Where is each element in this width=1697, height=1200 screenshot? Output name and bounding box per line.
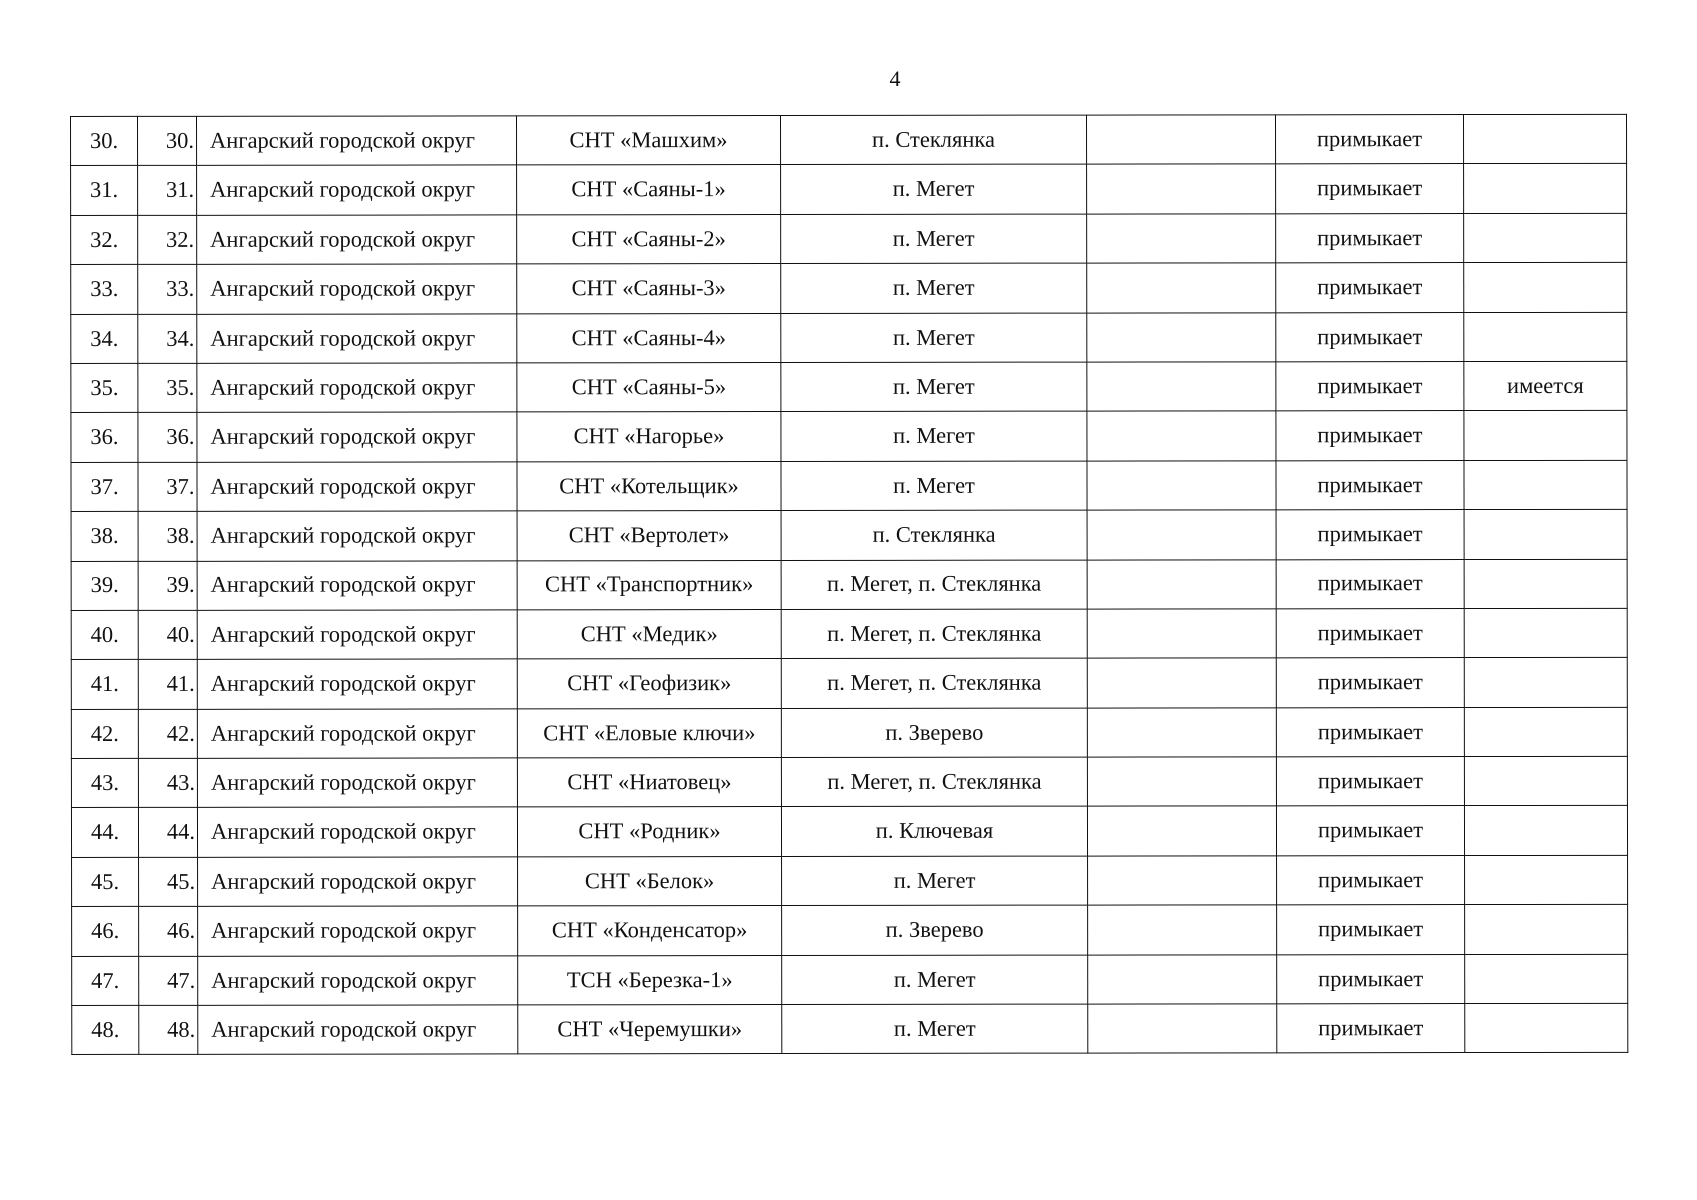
row-number-cell: 31. [71, 166, 138, 215]
item-number-cell: 45. [139, 857, 198, 906]
adjacency-cell: примыкает [1276, 658, 1464, 708]
item-number-cell: 39. [138, 561, 197, 610]
table-row [72, 1003, 1628, 1055]
district-cell: Ангарский городской округ [198, 906, 518, 956]
district-cell: Ангарский городской округ [197, 116, 517, 166]
availability-cell [1464, 213, 1627, 263]
table-row [71, 262, 1627, 314]
adjacency-cell: примыкает [1276, 362, 1464, 412]
row-number-cell: 38. [71, 512, 138, 561]
empty-cell [1087, 312, 1276, 362]
item-number-cell: 30. [138, 116, 197, 165]
row-number-cell: 33. [71, 265, 138, 314]
item-number-cell: 48. [139, 1005, 198, 1054]
empty-cell [1088, 905, 1277, 955]
adjacency-cell: примыкает [1276, 460, 1464, 510]
row-number-cell: 41. [71, 660, 138, 709]
row-number-cell: 44. [71, 808, 138, 857]
settlement-cell: п. Мегет, п. Стеклянка [781, 757, 1087, 807]
item-number-cell: 36. [138, 413, 197, 462]
table-row [71, 213, 1627, 265]
table-row [72, 905, 1628, 957]
adjacency-cell: примыкает [1276, 608, 1464, 658]
table-row [71, 460, 1627, 512]
row-number-cell: 40. [71, 610, 138, 659]
empty-cell [1087, 609, 1276, 659]
association-cell: СНТ «Вертолет» [517, 511, 781, 561]
table-row [71, 411, 1627, 463]
district-cell: Ангарский городской округ [198, 857, 518, 907]
adjacency-cell: примыкает [1276, 806, 1464, 856]
table-row [71, 164, 1627, 216]
association-cell: ТСН «Березка-1» [518, 955, 782, 1005]
adjacency-cell: примыкает [1277, 954, 1465, 1004]
district-cell: Ангарский городской округ [197, 264, 517, 314]
district-cell: Ангарский городской округ [197, 165, 517, 215]
item-number-cell: 44. [138, 808, 197, 857]
district-cell: Ангарский городской округ [197, 709, 517, 759]
association-cell: СНТ «Еловые ключи» [517, 708, 781, 758]
district-cell: Ангарский городской округ [198, 1005, 518, 1055]
row-number-cell: 32. [71, 215, 138, 264]
empty-cell [1087, 806, 1276, 856]
empty-cell [1086, 115, 1275, 165]
availability-cell [1465, 905, 1628, 955]
row-number-cell: 42. [71, 709, 138, 758]
item-number-cell: 42. [138, 709, 197, 758]
adjacency-cell: примыкает [1276, 164, 1464, 214]
row-number-cell: 35. [71, 363, 138, 412]
table-row [71, 707, 1627, 759]
availability-cell [1464, 658, 1627, 708]
empty-cell [1087, 214, 1276, 264]
row-number-cell: 34. [71, 314, 138, 363]
settlement-cell: п. Мегет [782, 1004, 1088, 1054]
row-number-cell: 43. [71, 758, 138, 807]
item-number-cell: 41. [138, 660, 197, 709]
empty-cell [1087, 658, 1276, 708]
adjacency-cell: примыкает [1276, 757, 1464, 807]
availability-cell [1465, 1003, 1628, 1053]
adjacency-cell: примыкает [1277, 1004, 1465, 1054]
association-cell: СНТ «Ниатовец» [517, 758, 781, 808]
district-cell: Ангарский городской округ [197, 659, 517, 709]
association-cell: СНТ «Саяны-3» [517, 264, 781, 314]
empty-cell [1087, 559, 1276, 609]
settlement-cell: п. Мегет [782, 856, 1088, 906]
availability-cell [1464, 411, 1627, 461]
table-row [72, 954, 1628, 1006]
district-cell: Ангарский городской округ [197, 412, 517, 462]
district-cell: Ангарский городской округ [197, 511, 517, 561]
adjacency-cell: примыкает [1276, 510, 1464, 560]
item-number-cell: 37. [138, 462, 197, 511]
availability-cell [1463, 114, 1626, 164]
row-number-cell: 39. [71, 561, 138, 610]
empty-cell [1087, 461, 1276, 511]
association-cell: СНТ «Котельщик» [517, 461, 781, 511]
table-row [71, 509, 1627, 561]
availability-cell [1464, 806, 1627, 856]
district-cell: Ангарский городской округ [197, 560, 517, 610]
availability-cell [1464, 509, 1627, 559]
adjacency-cell: примыкает [1277, 855, 1465, 905]
row-number-cell: 46. [72, 907, 139, 956]
availability-cell [1465, 954, 1628, 1004]
empty-cell [1087, 708, 1276, 758]
empty-cell [1088, 856, 1277, 906]
table-row [71, 806, 1627, 858]
adjacency-cell: примыкает [1276, 559, 1464, 609]
district-cell: Ангарский городской округ [198, 956, 518, 1006]
district-cell: Ангарский городской округ [197, 462, 517, 512]
availability-cell [1464, 707, 1627, 757]
district-cell: Ангарский городской округ [197, 313, 517, 363]
table-row [71, 658, 1627, 710]
association-cell: СНТ «Саяны-2» [517, 214, 781, 264]
table-row [72, 855, 1628, 907]
settlement-cell: п. Мегет [781, 164, 1087, 214]
availability-cell [1464, 756, 1627, 806]
association-cell: СНТ «Конденсатор» [518, 906, 782, 956]
district-cell: Ангарский городской округ [197, 215, 517, 265]
item-number-cell: 40. [138, 610, 197, 659]
availability-cell [1464, 608, 1627, 658]
settlement-cell: п. Стеклянка [781, 115, 1087, 165]
empty-cell [1088, 954, 1277, 1004]
settlement-cell: п. Мегет [782, 955, 1088, 1005]
district-cell: Ангарский городской округ [197, 807, 517, 857]
table-row [71, 559, 1627, 611]
empty-cell [1088, 1004, 1277, 1054]
table-row [71, 312, 1627, 364]
settlement-cell: п. Мегет [781, 411, 1087, 461]
table-row [71, 361, 1627, 413]
item-number-cell: 46. [139, 907, 198, 956]
district-cell: Ангарский городской округ [197, 363, 517, 413]
adjacency-cell: примыкает [1276, 263, 1464, 313]
item-number-cell: 38. [138, 511, 197, 560]
availability-cell [1464, 559, 1627, 609]
adjacency-cell: примыкает [1276, 707, 1464, 757]
row-number-cell: 45. [72, 857, 139, 906]
table-body [71, 114, 1628, 1055]
association-cell: СНТ «Нагорье» [517, 412, 781, 462]
row-number-cell: 48. [72, 1005, 139, 1054]
district-cell: Ангарский городской округ [197, 610, 517, 660]
item-number-cell: 31. [138, 166, 197, 215]
row-number-cell: 30. [71, 116, 138, 165]
availability-cell [1464, 262, 1627, 312]
settlement-cell: п. Мегет, п. Стеклянка [781, 658, 1087, 708]
row-number-cell: 37. [71, 462, 138, 511]
settlement-cell: п. Мегет, п. Стеклянка [781, 560, 1087, 610]
association-cell: СНТ «Геофизик» [517, 659, 781, 709]
table-row [71, 608, 1627, 660]
empty-cell [1087, 510, 1276, 560]
adjacency-cell: примыкает [1275, 115, 1463, 165]
association-cell: СНТ «Транспортник» [517, 560, 781, 610]
association-cell: СНТ «Саяны-1» [517, 165, 781, 215]
availability-cell: имеется [1464, 361, 1627, 411]
availability-cell [1464, 460, 1627, 510]
settlement-cell: п. Ключевая [781, 807, 1087, 857]
empty-cell [1087, 164, 1276, 214]
adjacency-cell: примыкает [1276, 312, 1464, 362]
settlement-cell: п. Мегет [781, 461, 1087, 511]
item-number-cell: 43. [138, 758, 197, 807]
settlement-cell: п. Мегет, п. Стеклянка [781, 609, 1087, 659]
table-row [71, 756, 1627, 808]
empty-cell [1087, 411, 1276, 461]
association-cell: СНТ «Саяны-5» [517, 362, 781, 412]
table-row [71, 114, 1627, 166]
settlement-cell: п. Мегет [781, 313, 1087, 363]
settlement-cell: п. Мегет [781, 214, 1087, 264]
association-cell: СНТ «Белок» [518, 856, 782, 906]
association-cell: СНТ «Саяны-4» [517, 313, 781, 363]
settlement-cell: п. Мегет [781, 362, 1087, 412]
availability-cell [1464, 312, 1627, 362]
item-number-cell: 34. [138, 314, 197, 363]
row-number-cell: 47. [72, 956, 139, 1005]
item-number-cell: 47. [139, 956, 198, 1005]
availability-cell [1465, 855, 1628, 905]
empty-cell [1087, 362, 1276, 412]
settlements-table [70, 114, 1628, 1056]
association-cell: СНТ «Машхим» [517, 116, 781, 166]
settlement-cell: п. Мегет [781, 263, 1087, 313]
empty-cell [1087, 757, 1276, 807]
availability-cell [1464, 164, 1627, 214]
district-cell: Ангарский городской округ [197, 758, 517, 808]
empty-cell [1087, 263, 1276, 313]
item-number-cell: 33. [138, 264, 197, 313]
association-cell: СНТ «Черемушки» [518, 1005, 782, 1055]
settlement-cell: п. Зверево [782, 905, 1088, 955]
adjacency-cell: примыкает [1277, 905, 1465, 955]
association-cell: СНТ «Родник» [517, 807, 781, 857]
adjacency-cell: примыкает [1276, 411, 1464, 461]
settlement-cell: п. Зверево [781, 708, 1087, 758]
row-number-cell: 36. [71, 413, 138, 462]
settlement-cell: п. Стеклянка [781, 510, 1087, 560]
item-number-cell: 35. [138, 363, 197, 412]
association-cell: СНТ «Медик» [517, 609, 781, 659]
page-number: 4 [889, 66, 901, 91]
item-number-cell: 32. [138, 215, 197, 264]
adjacency-cell: примыкает [1276, 213, 1464, 263]
